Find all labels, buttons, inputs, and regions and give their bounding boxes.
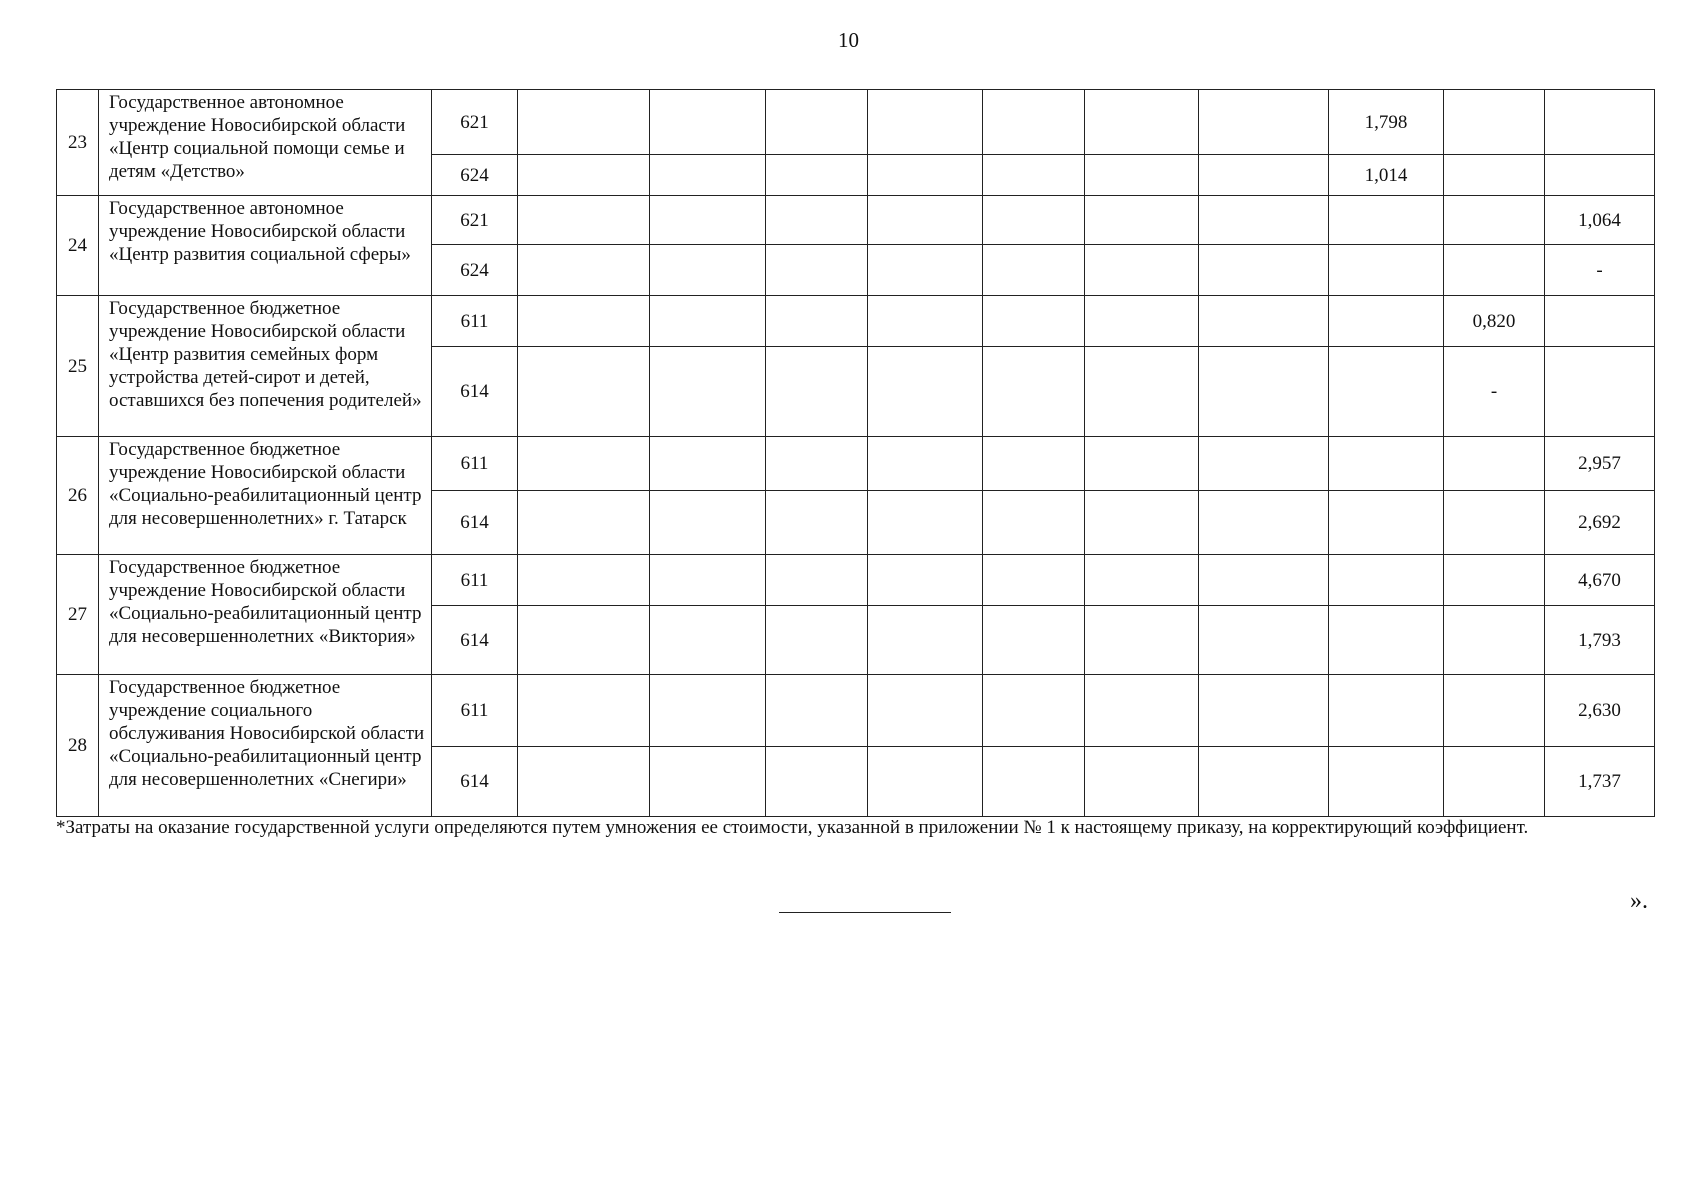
coefficient-cell [983, 347, 1085, 437]
coefficient-cell [1444, 90, 1545, 155]
coefficient-cell [766, 347, 868, 437]
coefficient-cell [1085, 555, 1199, 606]
row-number: 26 [57, 437, 99, 555]
footnote: *Затраты на оказание государственной услуги определяются путем умножения ее стоимости, указанной в приложении № 1 к настоящему приказу, на корректирующий коэффициент. [56, 817, 1529, 838]
coefficient-cell [1085, 437, 1199, 491]
coefficient-cell [983, 606, 1085, 675]
coefficient-cell [1085, 675, 1199, 747]
coefficient-cell: 2,957 [1545, 437, 1655, 491]
coefficient-cell [1545, 90, 1655, 155]
coefficient-cell [1199, 90, 1329, 155]
coefficient-cell [1199, 606, 1329, 675]
coefficient-cell [1329, 196, 1444, 245]
coefficient-cell [1444, 437, 1545, 491]
coefficient-cell [1199, 155, 1329, 196]
expense-code: 624 [432, 155, 518, 196]
coefficient-cell [518, 675, 650, 747]
coefficient-cell [766, 606, 868, 675]
coefficient-cell [518, 90, 650, 155]
coefficient-cell [650, 155, 766, 196]
institution-name: Государственное бюджетное учреждение Новосибирской области «Социально-реабилитационный центр для несовершеннолетних «Виктория» [99, 555, 432, 675]
coefficient-cell [1444, 491, 1545, 555]
coefficient-cell [1085, 90, 1199, 155]
coefficient-cell [650, 491, 766, 555]
coefficient-cell [650, 555, 766, 606]
coefficient-cell [868, 747, 983, 817]
row-number: 25 [57, 296, 99, 437]
coefficient-cell [766, 196, 868, 245]
row-number: 28 [57, 675, 99, 817]
coefficient-cell [983, 555, 1085, 606]
coefficient-cell [1329, 347, 1444, 437]
coefficient-cell [766, 555, 868, 606]
coefficient-cell [1329, 555, 1444, 606]
coefficient-cell [1444, 555, 1545, 606]
row-number: 27 [57, 555, 99, 675]
coefficient-cell [518, 747, 650, 817]
coefficient-cell [868, 196, 983, 245]
coefficient-cell [1444, 155, 1545, 196]
expense-code: 611 [432, 437, 518, 491]
closing-quote: ». [1630, 888, 1648, 914]
coefficient-cell [1085, 155, 1199, 196]
coefficient-cell [1085, 196, 1199, 245]
coefficient-cell [1085, 296, 1199, 347]
coefficient-cell [868, 491, 983, 555]
coefficient-cell [983, 296, 1085, 347]
coefficient-cell [868, 555, 983, 606]
coefficient-cell [650, 747, 766, 817]
coefficient-cell: 1,798 [1329, 90, 1444, 155]
coefficient-cell [983, 491, 1085, 555]
signature-line [779, 912, 951, 913]
coefficient-cell [650, 437, 766, 491]
row-number: 24 [57, 196, 99, 296]
coefficient-cell [868, 245, 983, 296]
coefficient-cell [1085, 747, 1199, 817]
expense-code: 614 [432, 347, 518, 437]
expense-code: 611 [432, 675, 518, 747]
coefficient-cell [868, 675, 983, 747]
coefficient-cell [1199, 196, 1329, 245]
coefficient-cell [983, 675, 1085, 747]
coefficient-cell [1085, 491, 1199, 555]
expense-code: 621 [432, 196, 518, 245]
coefficient-cell [983, 747, 1085, 817]
coefficient-cell [650, 296, 766, 347]
coefficient-cell: 1,793 [1545, 606, 1655, 675]
page-number: 10 [838, 28, 859, 52]
coefficient-cell [1545, 347, 1655, 437]
table-row [57, 196, 1655, 245]
coefficient-cell [766, 245, 868, 296]
coefficient-cell [1329, 296, 1444, 347]
coefficient-cell: 2,692 [1545, 491, 1655, 555]
table-row [57, 296, 1655, 347]
coefficient-cell [983, 90, 1085, 155]
table-body [57, 90, 1655, 817]
coefficient-cell: 4,670 [1545, 555, 1655, 606]
coefficient-cell [1199, 347, 1329, 437]
coefficient-cell [1444, 606, 1545, 675]
coefficient-cell [650, 606, 766, 675]
coefficient-cell [1085, 245, 1199, 296]
table-row [57, 555, 1655, 606]
coefficient-cell [766, 747, 868, 817]
coefficient-cell [1199, 675, 1329, 747]
expense-code: 624 [432, 245, 518, 296]
institution-name: Государственное автономное учреждение Новосибирской области «Центр социальной помощи семье и детям «Детство» [99, 90, 432, 196]
coefficient-cell [518, 296, 650, 347]
coefficient-cell [1199, 437, 1329, 491]
coefficient-cell [1085, 347, 1199, 437]
coefficient-cell [868, 347, 983, 437]
coefficient-cell: - [1545, 245, 1655, 296]
coefficient-cell [868, 606, 983, 675]
coefficient-cell [518, 196, 650, 245]
coefficient-cell [868, 296, 983, 347]
table-row [57, 437, 1655, 491]
coefficient-cell [1329, 606, 1444, 675]
coefficient-cell [1329, 675, 1444, 747]
coefficient-cell [1199, 747, 1329, 817]
coefficient-cell [650, 245, 766, 296]
coefficient-cell [868, 155, 983, 196]
expense-code: 614 [432, 491, 518, 555]
coefficient-cell: 1,737 [1545, 747, 1655, 817]
coefficient-cell [650, 675, 766, 747]
coefficient-cell [1329, 747, 1444, 817]
coefficient-cell [766, 675, 868, 747]
coefficient-cell [983, 155, 1085, 196]
coefficient-cell [1545, 296, 1655, 347]
coefficient-cell [518, 437, 650, 491]
coefficient-cell [1444, 747, 1545, 817]
coefficient-cell [1199, 296, 1329, 347]
coefficient-cell [1199, 245, 1329, 296]
coefficient-cell: - [1444, 347, 1545, 437]
expense-code: 611 [432, 296, 518, 347]
coefficient-cell [518, 606, 650, 675]
table-row [57, 90, 1655, 155]
coefficient-cell [518, 245, 650, 296]
coefficient-cell [650, 196, 766, 245]
coefficient-cell [518, 491, 650, 555]
coefficient-cell [1329, 245, 1444, 296]
coefficient-cell [1199, 491, 1329, 555]
institution-name: Государственное бюджетное учреждение Новосибирской области «Социально-реабилитационный центр для несовершеннолетних» г. Татарск [99, 437, 432, 555]
coefficient-cell [650, 90, 766, 155]
coefficient-cell [983, 196, 1085, 245]
coefficient-cell: 1,014 [1329, 155, 1444, 196]
expense-code: 611 [432, 555, 518, 606]
coefficient-cell [1329, 491, 1444, 555]
coefficient-cell [766, 437, 868, 491]
coefficient-cell [1545, 155, 1655, 196]
coefficient-cell [983, 437, 1085, 491]
cost-coefficient-table [56, 89, 1655, 817]
row-number: 23 [57, 90, 99, 196]
expense-code: 614 [432, 606, 518, 675]
coefficient-cell [1444, 245, 1545, 296]
coefficient-cell [1329, 437, 1444, 491]
coefficient-cell [1085, 606, 1199, 675]
expense-code: 621 [432, 90, 518, 155]
institution-name: Государственное бюджетное учреждение Новосибирской области «Центр развития семейных форм устройства детей-сирот и детей, оставшихся без попечения родителей» [99, 296, 432, 437]
coefficient-cell [1199, 555, 1329, 606]
institution-name: Государственное бюджетное учреждение социального обслуживания Новосибирской области «Социально-реабилитационный центр для несовершеннолетних «Снегири» [99, 675, 432, 817]
coefficient-cell [766, 90, 868, 155]
coefficient-cell [868, 437, 983, 491]
coefficient-cell [518, 555, 650, 606]
coefficient-cell [518, 155, 650, 196]
expense-code: 614 [432, 747, 518, 817]
coefficient-cell [518, 347, 650, 437]
table-row [57, 675, 1655, 747]
coefficient-cell [766, 155, 868, 196]
coefficient-cell: 0,820 [1444, 296, 1545, 347]
coefficient-cell [868, 90, 983, 155]
coefficient-cell [766, 296, 868, 347]
coefficient-cell [1444, 196, 1545, 245]
coefficient-cell [650, 347, 766, 437]
coefficient-cell [983, 245, 1085, 296]
institution-name: Государственное автономное учреждение Новосибирской области «Центр развития социальной сферы» [99, 196, 432, 296]
coefficient-cell: 2,630 [1545, 675, 1655, 747]
coefficient-cell [1444, 675, 1545, 747]
coefficient-cell [766, 491, 868, 555]
coefficient-cell: 1,064 [1545, 196, 1655, 245]
